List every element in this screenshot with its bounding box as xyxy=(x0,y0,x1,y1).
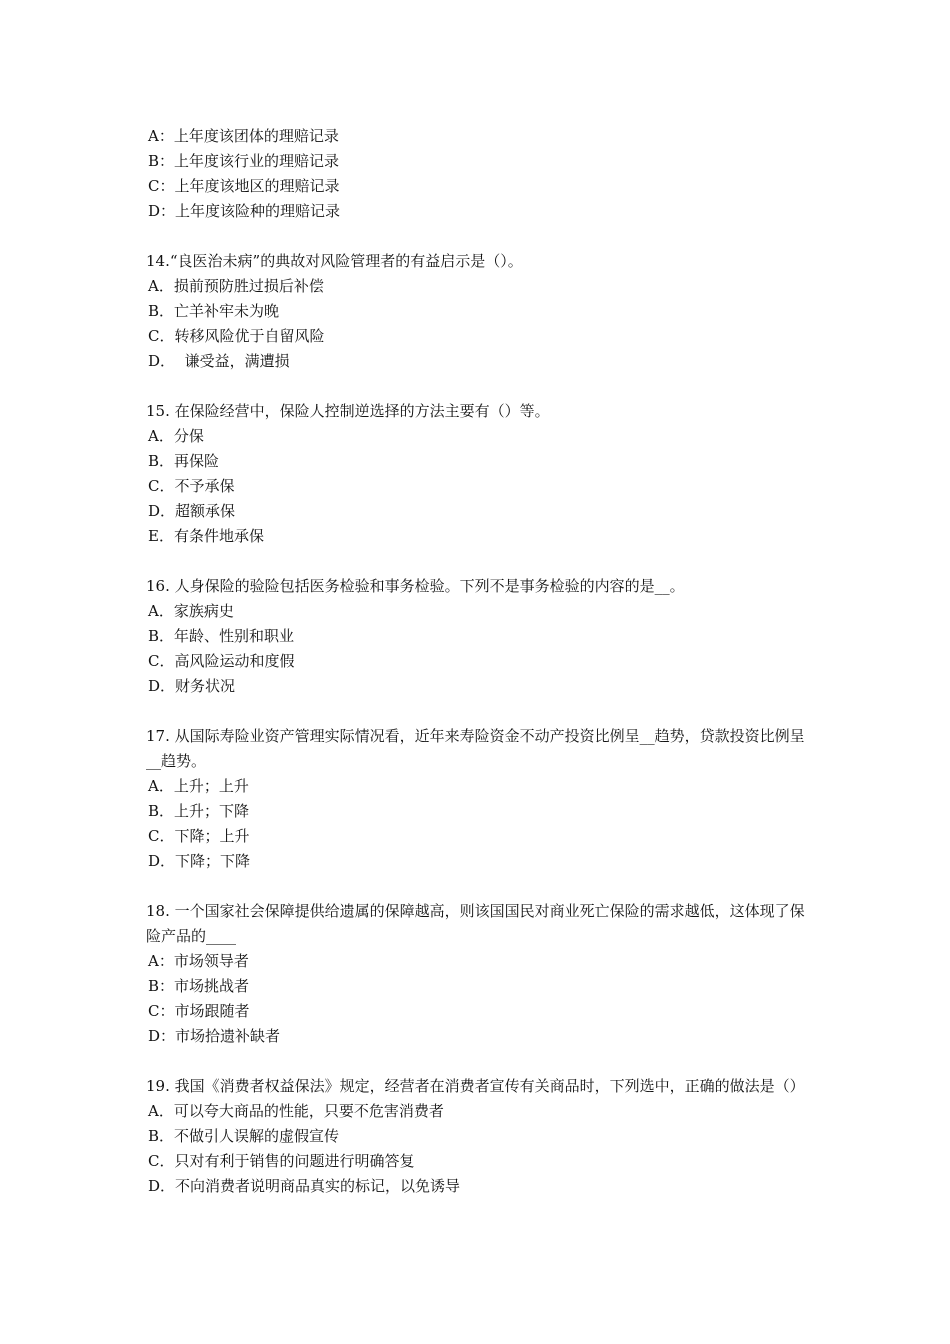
option-b: B．年龄、性别和职业 xyxy=(148,627,295,645)
option-c: C．下降；上升 xyxy=(148,827,250,845)
option-b: B．亡羊补牢未为晚 xyxy=(148,302,280,320)
option-a: A．可以夸大商品的性能，只要不危害消费者 xyxy=(148,1102,444,1120)
option-c: C．转移风险优于自留风险 xyxy=(148,327,325,345)
option-b: B．再保险 xyxy=(148,452,220,470)
option-d: D．超额承保 xyxy=(148,502,236,520)
option-c: C．只对有利于销售的问题进行明确答复 xyxy=(148,1152,415,1170)
option-a: A：市场领导者 xyxy=(148,952,249,970)
question-text: 16. 人身保险的验险包括医务检验和事务检验。下列不是事务检验的内容的是__。 xyxy=(146,577,685,595)
question-16 xyxy=(146,574,810,699)
question-text: 18. 一个国家社会保障提供给遗属的保障越高，则该国国民对商业死亡保险的需求越低，这体现了保险产品的____ xyxy=(146,902,805,945)
option-c: C：上年度该地区的理赔记录 xyxy=(148,177,340,195)
question-14 xyxy=(146,249,810,374)
option-e: E．有条件地承保 xyxy=(148,527,264,545)
question-13 xyxy=(146,124,810,224)
option-a: A：上年度该团体的理赔记录 xyxy=(148,127,339,145)
option-c: C．不予承保 xyxy=(148,477,235,495)
question-17 xyxy=(146,724,810,874)
option-d: D：市场拾遗补缺者 xyxy=(148,1027,281,1045)
question-15 xyxy=(146,399,810,549)
option-c: C．高风险运动和度假 xyxy=(148,652,295,670)
option-d: D：上年度该险种的理赔记录 xyxy=(148,202,341,220)
question-19 xyxy=(146,1074,810,1199)
question-text: 19. 我国《消费者权益保法》规定，经营者在消费者宣传有关商品时，下列选中，正确的做法是（） xyxy=(146,1077,805,1095)
option-a: A．家族病史 xyxy=(148,602,234,620)
option-a: A．损前预防胜过损后补偿 xyxy=(148,277,324,295)
question-text: 17. 从国际寿险业资产管理实际情况看，近年来寿险资金不动产投资比例呈__趋势，贷款投资比例呈__趋势。 xyxy=(146,727,805,770)
option-a: A．上升；上升 xyxy=(148,777,249,795)
question-text: 15. 在保险经营中，保险人控制逆选择的方法主要有（）等。 xyxy=(146,402,550,420)
option-d: D．下降；下降 xyxy=(148,852,251,870)
option-a: A．分保 xyxy=(148,427,204,445)
option-b: B．上升；下降 xyxy=(148,802,250,820)
option-d: D．财务状况 xyxy=(148,677,236,695)
question-text: 14.“良医治未病”的典故对风险管理者的有益启示是（）。 xyxy=(146,252,523,270)
document-page xyxy=(146,124,810,1199)
option-d: D．不向消费者说明商品真实的标记，以免诱导 xyxy=(148,1177,461,1195)
option-d: D． 谦受益，满遭损 xyxy=(148,352,290,370)
question-18 xyxy=(146,899,810,1049)
option-b: B：市场挑战者 xyxy=(148,977,250,995)
option-c: C：市场跟随者 xyxy=(148,1002,250,1020)
option-b: B：上年度该行业的理赔记录 xyxy=(148,152,340,170)
option-b: B．不做引人误解的虚假宣传 xyxy=(148,1127,340,1145)
